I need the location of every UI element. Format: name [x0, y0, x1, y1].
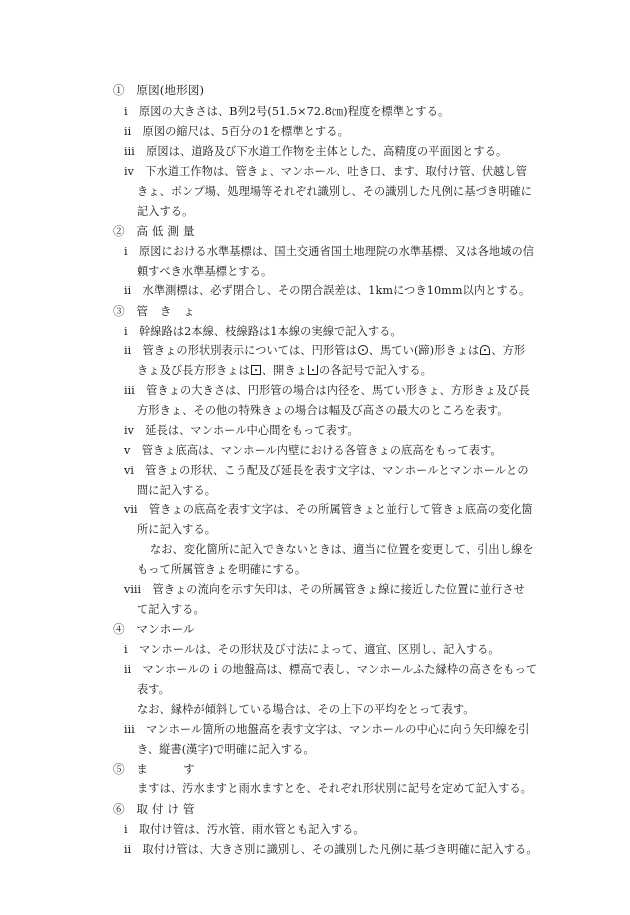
section-heading	[113, 83, 204, 97]
line-text: ⅳ 下水道工作物は、管きょ、マンホール、吐き口、ます、取付け管、伏越し管	[124, 165, 528, 178]
text-line	[137, 265, 272, 279]
line-text: ⅷ 管きょの流向を示す矢印は、その所属管きょ線に接近した位置に並行させ	[124, 583, 525, 596]
line-text: の各記号で記入する。	[319, 364, 432, 377]
text-line	[124, 583, 525, 597]
line-text: ⅰ 原図における水準基標は、国土交通省国土地理院の水準基標、又は各地域の信	[124, 245, 535, 258]
line-text: 、馬てい(蹄)形きょは	[368, 344, 480, 357]
line-text: ⅱ 取付け管は、大きさ別に識別し、その識別した凡例に基づき明確に記入する。	[124, 843, 538, 856]
line-text: ③ 管 き ょ	[113, 304, 195, 318]
line-text: ますは、汚水ますと雨水ますとを、それぞれ形状別に記号を定めて記入する。	[137, 782, 533, 795]
line-text: ⅲ マンホール箇所の地盤高を表す文字は、マンホールの中心に向う矢印線を引	[124, 723, 530, 736]
text-line	[124, 464, 529, 478]
text-line	[124, 105, 449, 119]
text-line	[124, 165, 527, 179]
line-text: ② 高 低 測 量	[113, 224, 195, 238]
line-text: きょ及び長方形きょは	[137, 364, 250, 377]
text-line	[137, 603, 205, 617]
text-line	[137, 743, 315, 757]
text-line	[137, 404, 509, 418]
text-line	[124, 245, 534, 259]
text-line	[124, 344, 525, 358]
line-text: ⅰ 原図の大きさは、B列2号(51.5×72.8㎝)程度を標準とする。	[124, 105, 450, 118]
line-text: 、開きょ	[261, 364, 308, 377]
line-text: ⅱ 水準測標は、必ず閉合し、その閉合誤差は、1kmにつき10mm以内とする。	[124, 284, 531, 297]
line-text: ⅶ 管きょの底高を表す文字は、その所属管きょと並行して管きょ底高の変化箇	[124, 503, 533, 516]
line-text: ⅳ 延長は、マンホール中心間をもって表す。	[124, 424, 359, 437]
line-text: なお、縁枠が傾斜している場合は、その上下の平均をとって表す。	[137, 703, 475, 716]
line-text: ⅰ 幹線路は2本線、枝線路は1本線の実線で記入する。	[124, 325, 402, 338]
text-line	[124, 424, 359, 438]
text-line	[137, 782, 532, 796]
text-line	[137, 703, 475, 717]
text-line	[137, 364, 432, 378]
section-heading	[113, 304, 195, 318]
circle-pipe-symbol-icon	[358, 345, 368, 355]
line-text: もって所属管きょを明確にする。	[137, 563, 307, 576]
text-line	[124, 723, 529, 737]
text-line	[124, 843, 538, 857]
text-line	[137, 185, 532, 199]
line-text: 間に記入する。	[137, 484, 217, 497]
text-line	[124, 125, 349, 139]
text-line	[137, 205, 193, 219]
text-line	[137, 523, 216, 537]
line-text: ⅱ マンホールのｉの地盤高は、標高で表し、マンホールふた縁枠の高さをもって	[124, 663, 538, 676]
line-text: ⅰ マンホールは、その形状及び寸法によって、適宜、区別し、記入する。	[124, 643, 500, 656]
line-text: 頼すべき水準基標とする。	[137, 265, 273, 278]
line-text: ⅲ 管きょの大きさは、円形管の場合は内径を、馬てい形きょ、方形きょ及び長	[124, 384, 530, 397]
line-text: ① 原図(地形図)	[113, 83, 205, 97]
text-line	[124, 823, 365, 837]
text-line	[137, 563, 306, 577]
text-line	[124, 444, 502, 458]
text-line	[124, 325, 402, 339]
line-text: 記入する。	[137, 205, 194, 218]
line-text: き、縦書(漢字)で明確に記入する。	[137, 743, 315, 756]
section-heading	[113, 762, 195, 776]
text-line	[124, 145, 507, 159]
line-text: 表す。	[137, 683, 170, 696]
line-text: ⅱ 管きょの形状別表示については、円形管は	[124, 344, 357, 357]
line-text: 所に記入する。	[137, 523, 217, 536]
line-text: 方形きょ、その他の特殊きょの場合は幅及び高さの最大のところを表す。	[137, 404, 509, 417]
text-line	[124, 284, 530, 298]
section-heading	[113, 802, 195, 816]
line-text: ④ マンホール	[113, 622, 195, 636]
text-line	[137, 683, 170, 697]
line-text: なお、変化箇所に記入できないときは、適当に位置を変更して、引出し線を	[150, 543, 534, 556]
line-text: きょ、ポンプ場、処理場等それぞれ識別し、その識別した凡例に基づき明確に	[137, 185, 533, 198]
line-text: 、方形	[491, 344, 526, 357]
text-line	[124, 643, 500, 657]
line-text: ⅵ 管きょの形状、こう配及び延長を表す文字は、マンホールとマンホールとの	[124, 464, 529, 477]
horseshoe-pipe-symbol-icon	[480, 345, 490, 355]
line-text: ⅴ 管きょ底高は、マンホール内壁における各管きょの底高をもって表す。	[124, 444, 502, 457]
line-text: ⑤ ま す	[113, 762, 195, 776]
line-text: て記入する。	[137, 603, 205, 616]
text-line	[150, 543, 534, 557]
text-line	[124, 663, 537, 677]
text-line	[124, 503, 533, 517]
line-text: ⑥ 取 付 け 管	[113, 802, 195, 816]
open-channel-symbol-icon	[308, 365, 318, 375]
line-text: ⅰ 取付け管は、汚水管、雨水管とも記入する。	[124, 823, 365, 836]
section-heading	[113, 224, 195, 238]
rect-pipe-symbol-icon	[251, 365, 261, 375]
line-text: ⅲ 原図は、道路及び下水道工作物を主体とした、高精度の平面図とする。	[124, 145, 508, 158]
section-heading	[113, 622, 195, 636]
line-text: ⅱ 原図の縮尺は、5百分の1を標準とする。	[124, 125, 349, 138]
text-line	[124, 384, 530, 398]
text-line	[137, 484, 216, 498]
